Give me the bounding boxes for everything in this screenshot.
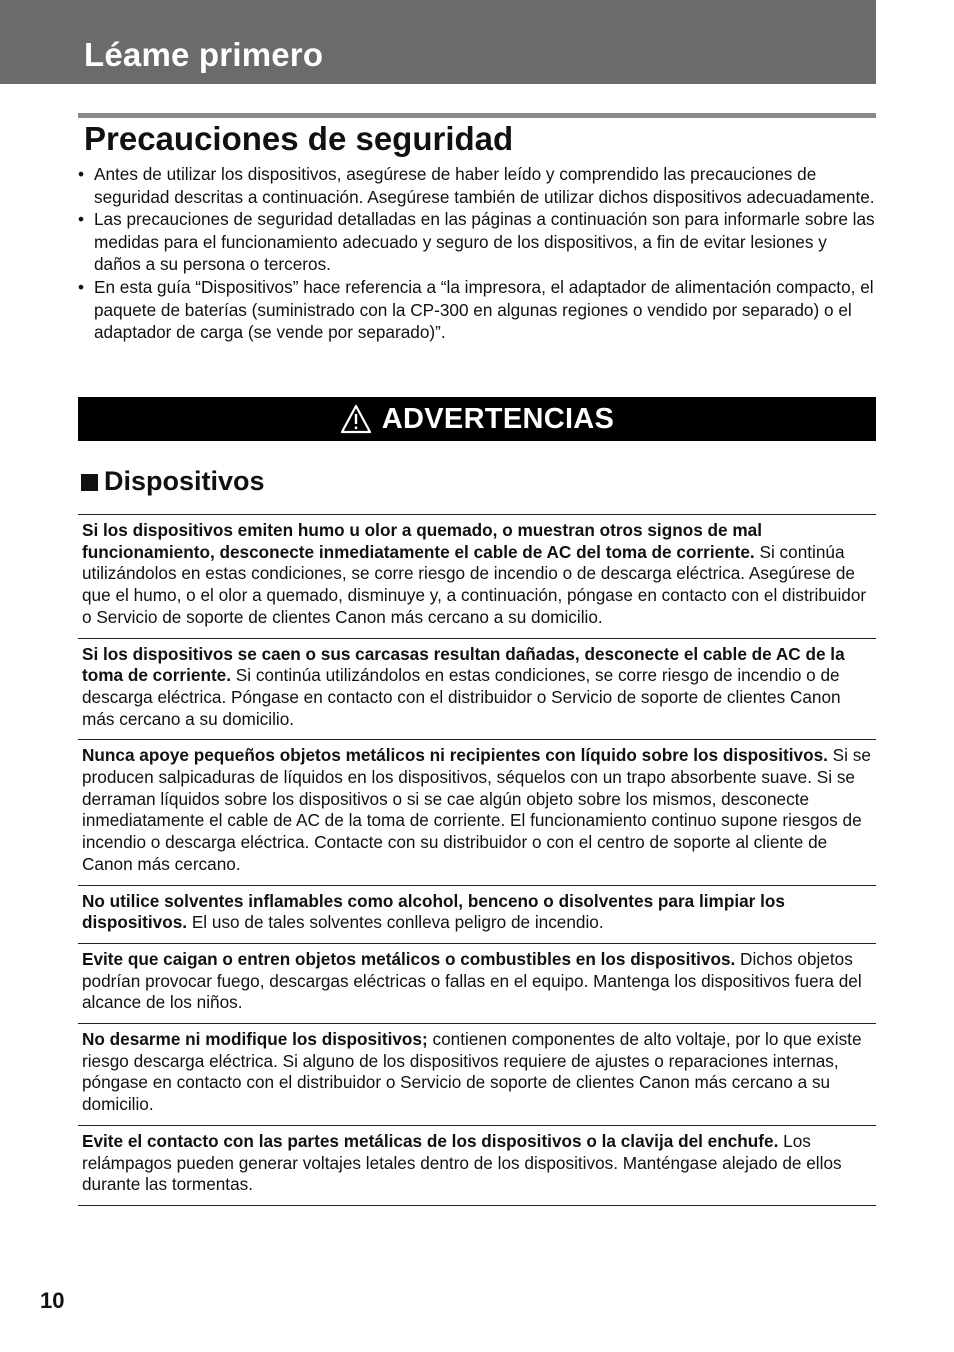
- warning-item-bold: Nunca apoye pequeños objetos metálicos ni recipientes con líquido sobre los dispositivos.: [82, 745, 828, 766]
- intro-bullet: • Las precauciones de seguridad detalladas en las páginas a continuación son para informarle sobre las medidas para el funcionamiento adecuado y seguro de los dispositivos, a fin de evitar lesiones y daños a su persona o terceros.: [78, 208, 876, 276]
- warning-item: [78, 944, 876, 1024]
- warning-item: [78, 515, 876, 639]
- warning-item: [78, 639, 876, 741]
- intro-bullet: • Antes de utilizar los dispositivos, asegúrese de haber leído y comprendido las precauciones de seguridad descritas a continuación. Asegúrese también de utilizar dichos dispositivos adecuadamente.: [78, 163, 876, 208]
- warning-item-text: contienen componentes de alto voltaje, por lo que existe riesgo descarga eléctrica. Si alguno de los dispositivos requiere de ajustes o reparaciones internas, póngase en contacto con el distribuidor o Servicio de soporte de clientes Canon más cercano a su domicilio.: [82, 1029, 862, 1115]
- warning-item-bold: No utilice solventes inflamables como alcohol, benceno o disolventes para limpiar los dispositivos.: [82, 890, 785, 933]
- warning-item-bold: Si los dispositivos se caen o sus carcasas resultan dañadas, desconecte el cable de AC de la toma de corriente.: [82, 643, 845, 686]
- warning-item-bold: Si los dispositivos emiten humo u olor a quemado, o muestran otros signos de mal funcionamiento, desconecte inmediatamente el cable de AC del toma de corriente.: [82, 520, 762, 562]
- page-number: 10: [40, 1288, 65, 1313]
- warning-item-text: Si continúa utilizándolos en estas condiciones, se corre riesgo de incendio o de descarga eléctrica. Asegúrese de que el humo, o el olor a quemado, disminuye y, a continuación, póngase en contacto con el distribuidor o Servicio de soporte de clientes Canon más cercano a su domicilio.: [82, 541, 867, 627]
- warning-item-bold: No desarme ni modifique los dispositivos;: [82, 1029, 428, 1050]
- warning-item-bold: Evite el contacto con las partes metálicas de los dispositivos o la clavija del enchufe.: [82, 1130, 779, 1151]
- square-bullet-icon: [81, 474, 98, 491]
- intro-bullet-list: [78, 163, 876, 344]
- subsection-title: Dispositivos: [104, 466, 265, 496]
- intro-bullet: • En esta guía “Dispositivos” hace referencia a “la impresora, el adaptador de alimentación compacto, el paquete de baterías (suministrado con la CP-300 en algunas regiones o vendido por separado) o el adaptador de carga (se vende por separado)”.: [78, 276, 876, 344]
- warning-item-text: Los relámpagos pueden generar voltajes letales dentro de los dispositivos. Manténgase alejado de ellos durante las tormentas.: [82, 1130, 842, 1195]
- warning-item-bold: Evite que caigan o entren objetos metálicos o combustibles en los dispositivos.: [82, 948, 736, 969]
- warning-banner: [78, 397, 876, 441]
- warning-item-text: Si continúa utilizándolos en estas condiciones, se corre riesgo de incendio o de descarga eléctrica. Póngase en contacto con el distribuidor o Servicio de soporte de clientes Canon más cercano a su domicilio.: [82, 665, 841, 729]
- warning-item: [78, 886, 876, 944]
- warning-banner-label: ADVERTENCIAS: [381, 402, 615, 435]
- header-band: [0, 0, 876, 84]
- warning-item-text: Dichos objetos podrían provocar fuego, descargas eléctricas o fallas en el equipo. Mantenga los dispositivos fuera del alcance de los niños.: [82, 948, 862, 1013]
- header-title: Léame primero: [84, 36, 324, 73]
- warning-triangle-icon: [340, 404, 372, 434]
- warning-item-text: El uso de tales solventes conlleva peligro de incendio.: [187, 912, 604, 933]
- warning-item: [78, 740, 876, 885]
- warning-list: [78, 514, 876, 1206]
- warning-item: [78, 1024, 876, 1126]
- warning-item: [78, 1126, 876, 1206]
- subsection-heading: [81, 463, 265, 499]
- section-title: Precauciones de seguridad: [84, 120, 514, 157]
- warning-item-text: Si se producen salpicaduras de líquidos en los dispositivos, séquelos con un trapo absorbente suave. Si se derraman líquidos sobre los dispositivos o si se cae algún objeto sobre los mismos, desconecte inmediatamente el cable de AC de la toma de corriente. El funcionamiento continuo supone riesgos de incendio o descarga eléctrica. Contacte con su distribuidor o con el centro de soporte al cliente de Canon más cercano.: [82, 745, 871, 874]
